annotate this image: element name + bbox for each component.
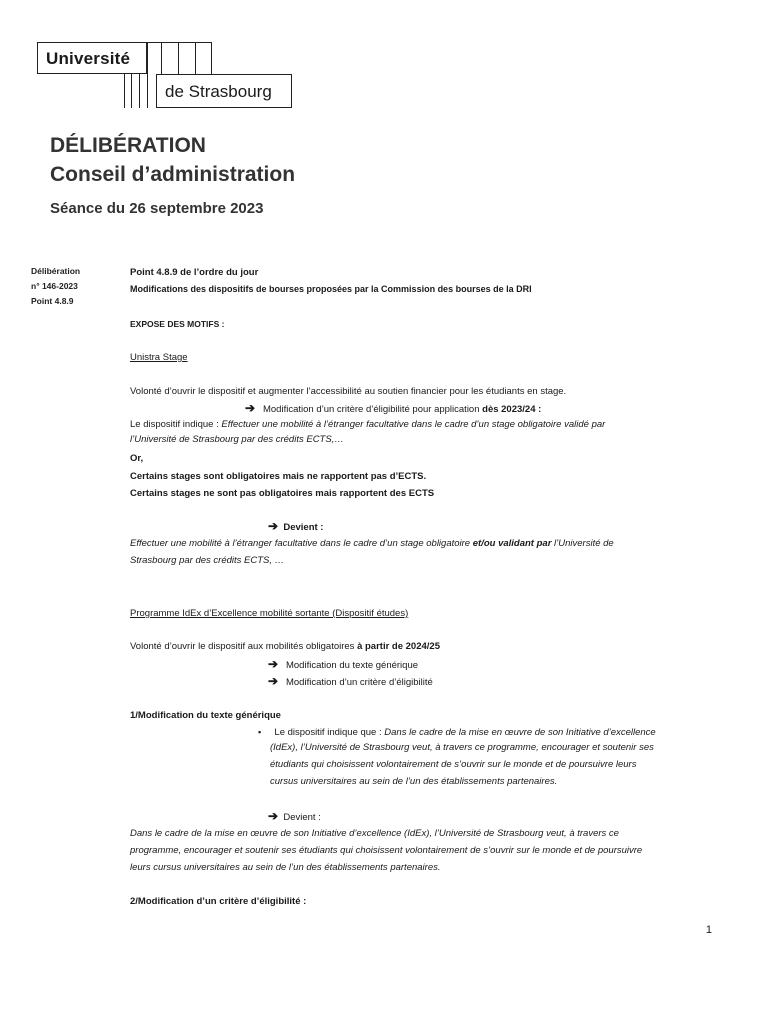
agenda-point: Point 4.8.9 de l’ordre du jour — [130, 267, 259, 278]
section1-devient: ➔ Devient : — [268, 519, 324, 533]
section1-paragraph: Volonté d’ouvrir le dispositif et augmenter l’accessibilité au soutien financier pour les étudiants en stage. — [130, 386, 567, 397]
logo-stripe — [147, 42, 148, 108]
logo-stripe — [131, 74, 132, 108]
logo-stripe — [124, 74, 125, 108]
section1-current-rule-cont: l’Université de Strasbourg par des crédits ECTS,… — [130, 434, 344, 445]
sidebar-number: n° 146-2023 — [31, 281, 78, 291]
sidebar-label: Délibération — [31, 266, 81, 276]
arrow-icon: ➔ — [268, 809, 279, 823]
section1-arrow-item: ➔ Modification d’un critère d’éligibilité pour application dès 2023/24 : — [245, 401, 542, 415]
council-name: Conseil d’administration — [50, 163, 296, 186]
document-title: DÉLIBÉRATION — [50, 134, 206, 157]
section-unistra-stage-title: Unistra Stage — [130, 352, 188, 363]
logo-stripe — [161, 42, 162, 74]
agenda-subject: Modifications des dispositifs de bourses proposées par la Commission des bourses de la DRI — [130, 284, 532, 294]
section2-arrow-item-2: ➔ Modification d’un critère d’éligibilité — [268, 674, 433, 688]
expose-heading: EXPOSE DES MOTIFS : — [130, 319, 225, 329]
section1-statement-2: Certains stages ne sont pas obligatoires mais rapportent des ECTS — [130, 488, 435, 499]
section-idex-title: Programme IdEx d’Excellence mobilité sortante (Dispositif études) — [130, 608, 409, 619]
bullet-icon: ▪ — [258, 727, 262, 737]
logo-stripe — [139, 74, 140, 108]
section1-or: Or, — [130, 453, 144, 464]
section2-heading-2: 2/Modification d’un critère d’éligibilité : — [130, 896, 307, 907]
section1-current-rule: Le dispositif indique : Effectuer une mobilité à l’étranger facultative dans le cadre d’un stage obligatoire validé par — [130, 419, 606, 430]
section2-arrow-item-1: ➔ Modification du texte générique — [268, 657, 419, 671]
logo-universite: Université — [46, 49, 131, 68]
section2-bullet: ▪ Le dispositif indique que : Dans le cadre de la mise en œuvre de son Initiative d’excellence — [258, 727, 656, 738]
section1-new-rule: Effectuer une mobilité à l’étranger facultative dans le cadre d’un stage obligatoire et/ou validant par l’Université de — [130, 538, 614, 549]
section2-bullet-l2: (IdEx), l’Université de Strasbourg veut, à travers ce programme, encourager et soutenir ses — [270, 742, 654, 753]
section2-paragraph: Volonté d’ouvrir le dispositif aux mobilités obligatoires à partir de 2024/25 — [130, 641, 440, 652]
logo-stripe — [178, 42, 179, 74]
logo-stripe — [195, 42, 196, 74]
arrow-icon: ➔ — [245, 401, 256, 415]
page-number: 1 — [705, 924, 712, 936]
section2-devient: ➔ Devient : — [268, 809, 321, 823]
section2-bullet-l4: cursus universitaires au sein de l’un des établissements partenaires. — [270, 776, 558, 787]
section2-new-l1: Dans le cadre de la mise en œuvre de son Initiative d’excellence (IdEx), l’Université de Strasbourg veut, à travers ce — [130, 828, 619, 839]
section2-new-l2: programme, encourager et soutenir ses étudiants qui choisissent volontairement de s’ouvrir sur le monde et de poursuivre — [130, 845, 643, 856]
logo-strasbourg: de Strasbourg — [165, 82, 272, 101]
arrow-icon: ➔ — [268, 519, 279, 533]
sidebar-point: Point 4.8.9 — [31, 296, 74, 306]
arrow-icon: ➔ — [268, 657, 279, 671]
arrow-icon: ➔ — [268, 674, 279, 688]
section1-statement-1: Certains stages sont obligatoires mais ne rapportent pas d’ECTS. — [130, 471, 427, 482]
logo-stripe — [211, 42, 212, 74]
section2-new-l3: leurs cursus universitaires au sein de l’un des établissements partenaires. — [130, 862, 441, 873]
section2-heading-1: 1/Modification du texte générique — [130, 710, 281, 721]
logo-stripe-top — [147, 42, 211, 43]
section1-new-rule-cont: Strasbourg par des crédits ECTS, … — [130, 555, 285, 566]
section2-bullet-l3: étudiants qui choisissent volontairement de s’ouvrir sur le monde et de poursuivre leurs — [270, 759, 637, 770]
session-date: Séance du 26 septembre 2023 — [50, 200, 264, 217]
